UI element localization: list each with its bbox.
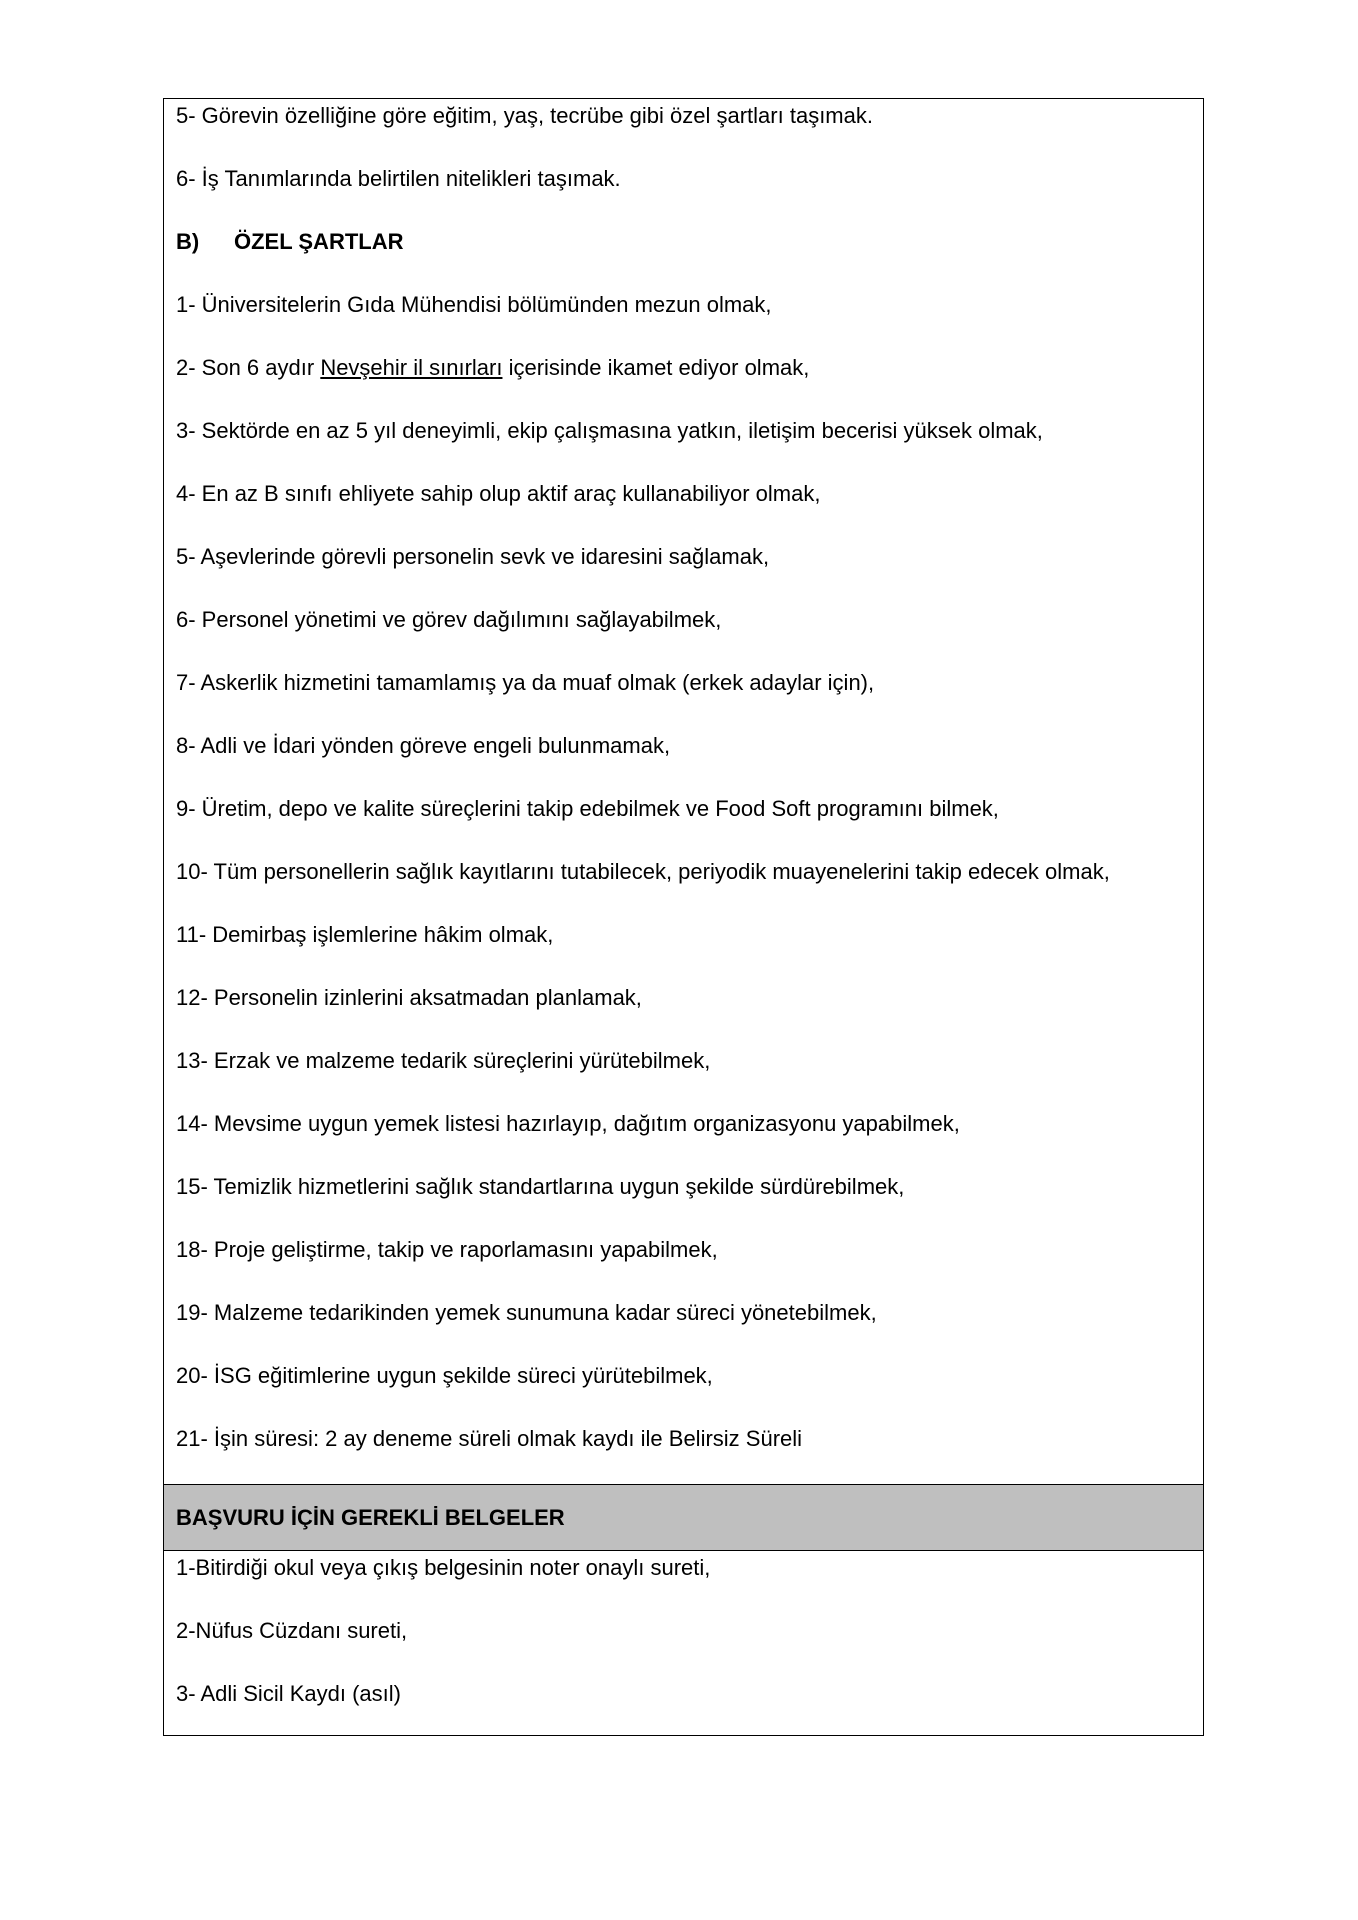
special-condition-item: 6- Personel yönetimi ve görev dağılımını sağlayabilmek, <box>176 607 722 632</box>
document-item: 2-Nüfus Cüzdanı sureti, <box>176 1618 408 1643</box>
special-condition-item: 3- Sektörde en az 5 yıl deneyimli, ekip çalışmasına yatkın, iletişim becerisi yüksek olmak, <box>176 418 1043 443</box>
special-conditions-title: ÖZEL ŞARTLAR <box>234 229 404 254</box>
underlined-location: Nevşehir il sınırları <box>320 355 503 380</box>
general-condition-item: 5- Görevin özelliğine göre eğitim, yaş, tecrübe gibi özel şartları taşımak. <box>176 103 873 128</box>
special-condition-item: 20- İSG eğitimlerine uygun şekilde süreci yürütebilmek, <box>176 1363 713 1388</box>
required-documents-header <box>164 1484 1203 1551</box>
requirements-table <box>163 98 1204 1736</box>
special-condition-item: 10- Tüm personellerin sağlık kayıtlarını tutabilecek, periyodik muayenelerini takip edecek olmak, <box>176 859 1110 884</box>
special-condition-item: 5- Aşevlerinde görevli personelin sevk ve idaresini sağlamak, <box>176 544 770 569</box>
item-text: içerisinde ikamet ediyor olmak, <box>502 355 810 380</box>
special-condition-item: 18- Proje geliştirme, takip ve raporlamasını yapabilmek, <box>176 1237 718 1262</box>
special-condition-item: 1- Üniversitelerin Gıda Mühendisi bölümünden mezun olmak, <box>176 292 772 317</box>
special-condition-item: 15- Temizlik hizmetlerini sağlık standartlarına uygun şekilde sürdürebilmek, <box>176 1174 905 1199</box>
special-conditions-letter: B) <box>176 229 200 254</box>
special-condition-item: 13- Erzak ve malzeme tedarik süreçlerini yürütebilmek, <box>176 1048 711 1073</box>
special-condition-item: 8- Adli ve İdari yönden göreve engeli bulunmamak, <box>176 733 671 758</box>
item-text: 2- Son 6 aydır <box>176 355 321 380</box>
general-condition-item: 6- İş Tanımlarında belirtilen nitelikleri taşımak. <box>176 166 621 191</box>
special-condition-item: 4- En az B sınıfı ehliyete sahip olup aktif araç kullanabiliyor olmak, <box>176 481 821 506</box>
special-condition-item: 11- Demirbaş işlemlerine hâkim olmak, <box>176 922 554 947</box>
special-condition-item: 12- Personelin izinlerini aksatmadan planlamak, <box>176 985 642 1010</box>
special-condition-item: 14- Mevsime uygun yemek listesi hazırlayıp, dağıtım organizasyonu yapabilmek, <box>176 1111 960 1136</box>
special-condition-item <box>176 353 1189 383</box>
special-conditions-heading <box>176 227 1189 257</box>
document-item: 3- Adli Sicil Kaydı (asıl) <box>176 1681 401 1706</box>
special-condition-item: 9- Üretim, depo ve kalite süreçlerini takip edebilmek ve Food Soft programını bilmek, <box>176 796 999 821</box>
required-documents-section <box>164 1551 1203 1735</box>
special-condition-item: 19- Malzeme tedarikinden yemek sunumuna kadar süreci yönetebilmek, <box>176 1300 877 1325</box>
document-item: 1-Bitirdiği okul veya çıkış belgesinin noter onaylı sureti, <box>176 1555 711 1580</box>
special-condition-item: 7- Askerlik hizmetini tamamlamış ya da muaf olmak (erkek adaylar için), <box>176 670 875 695</box>
special-condition-item: 21- İşin süresi: 2 ay deneme süreli olmak kaydı ile Belirsiz Süreli <box>176 1426 803 1451</box>
required-documents-title: BAŞVURU İÇİN GEREKLİ BELGELER <box>176 1504 565 1530</box>
conditions-section <box>164 99 1203 1484</box>
